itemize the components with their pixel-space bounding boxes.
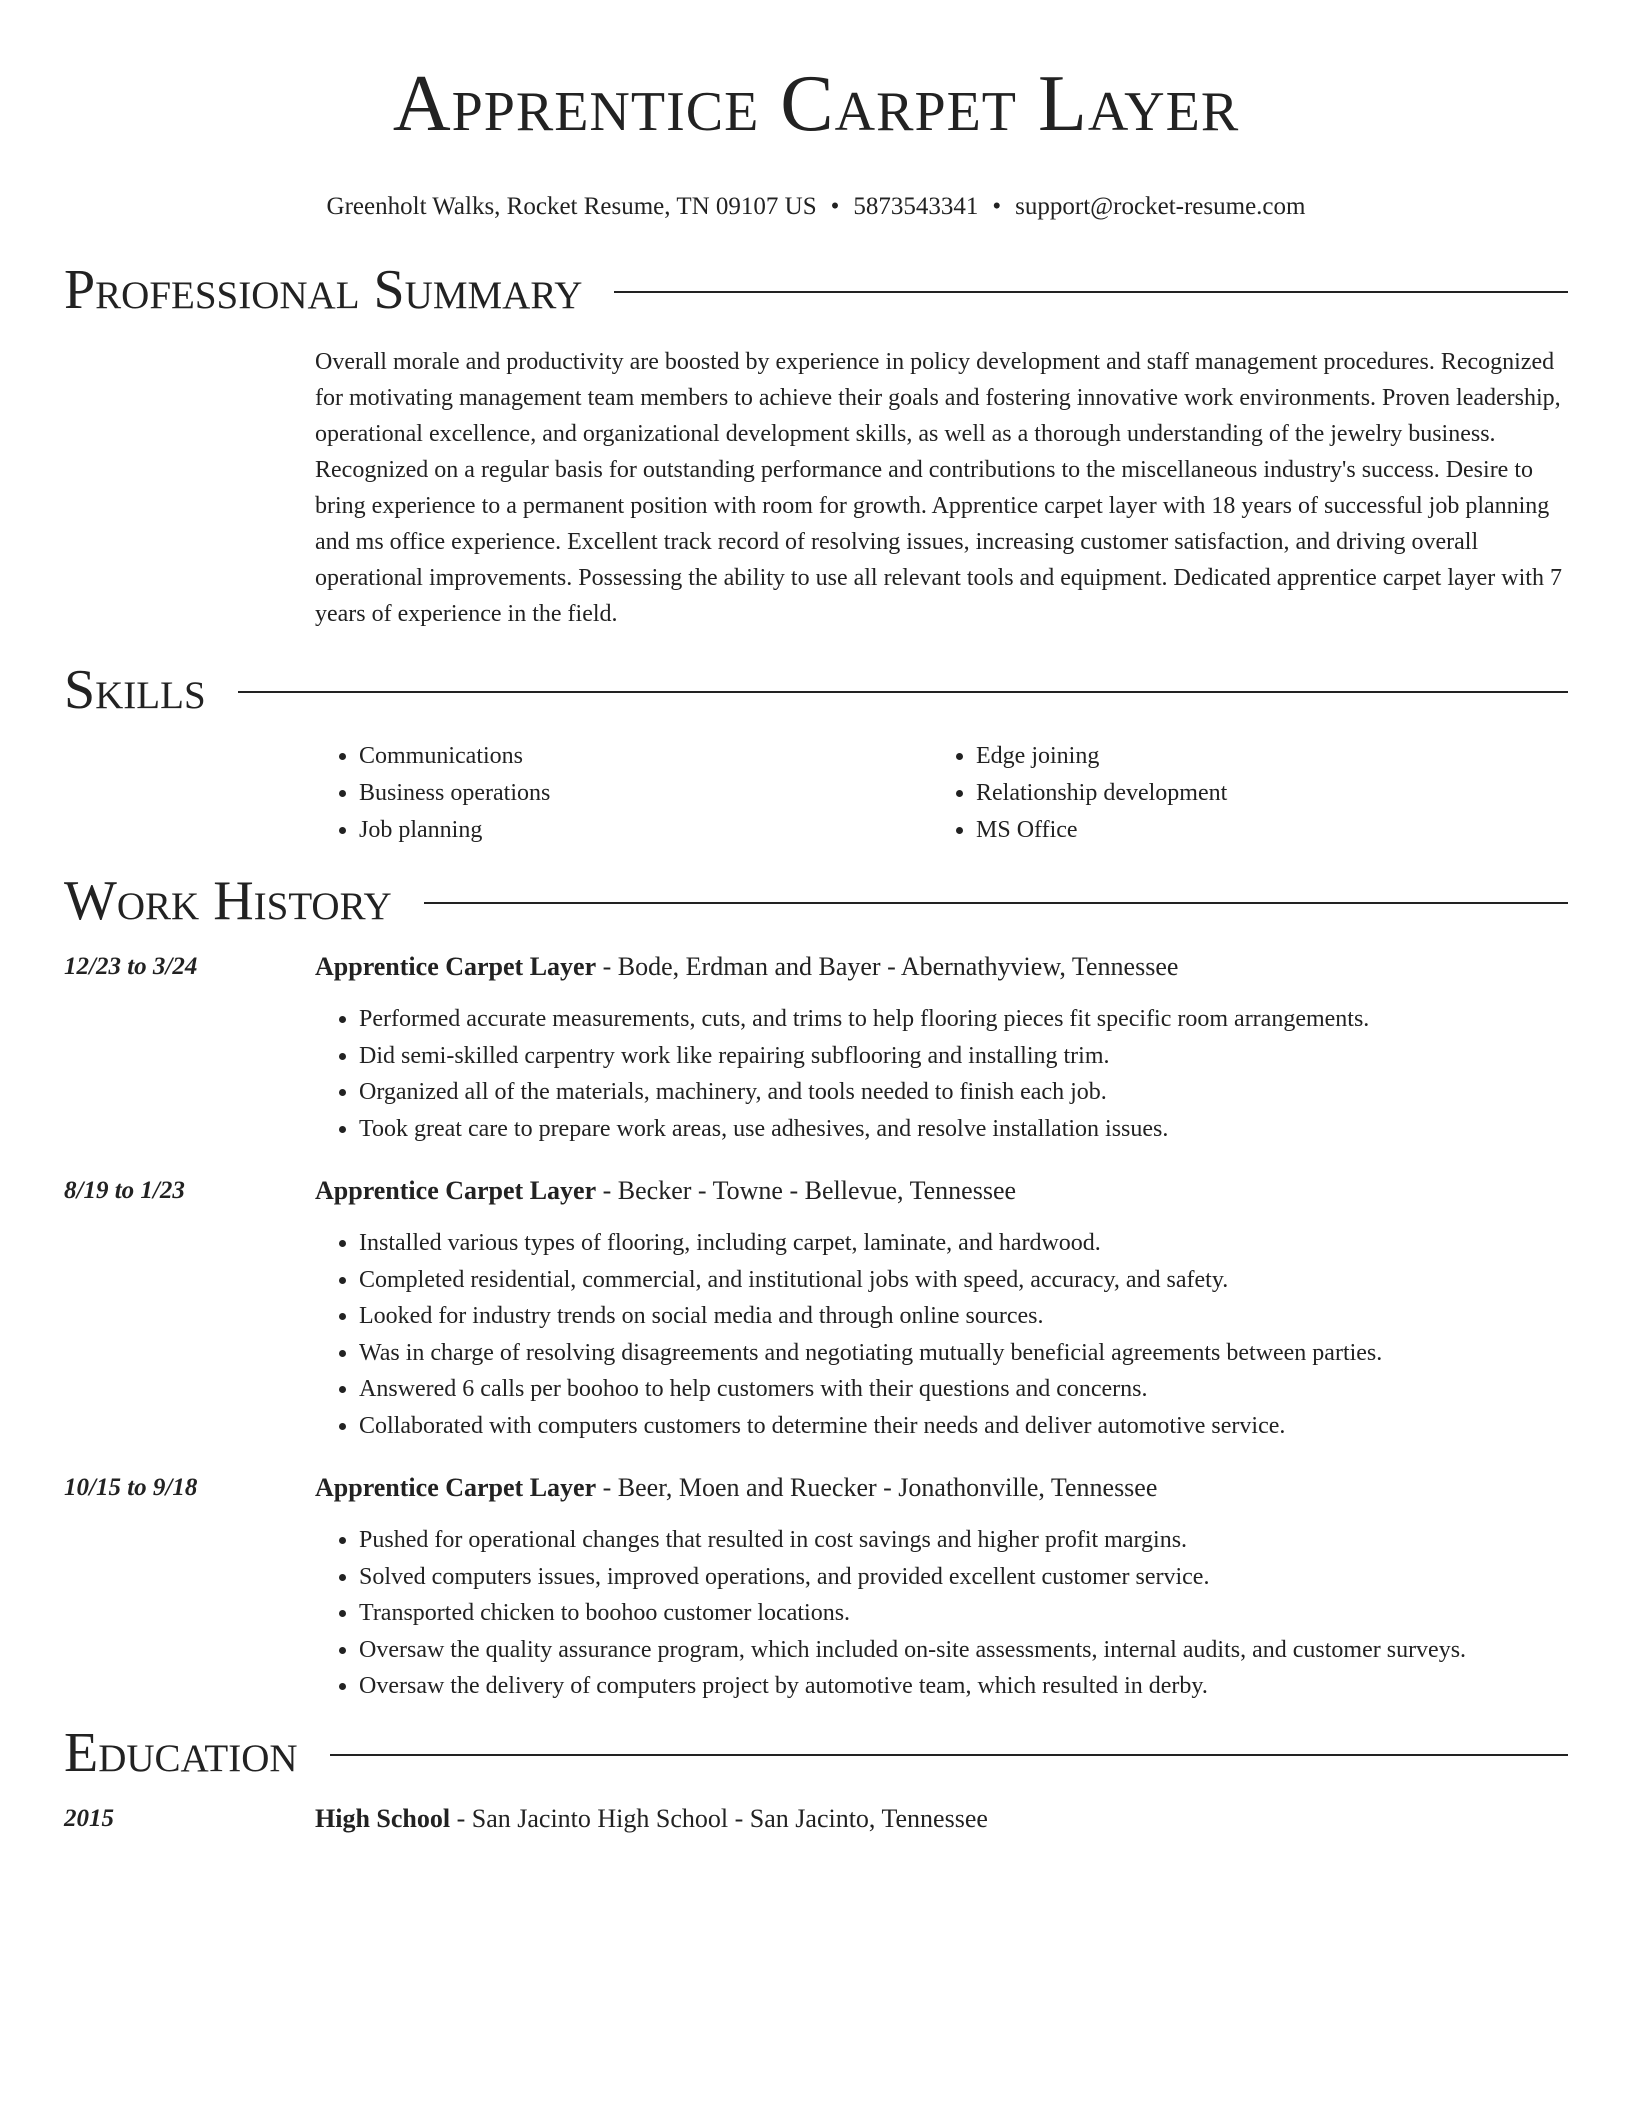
- job-entry: [64, 1175, 1568, 1444]
- education-year: 2015: [64, 1804, 114, 1832]
- work-heading: Work History: [64, 870, 392, 932]
- section-divider: [238, 691, 1568, 693]
- job-bullet: • Looked for industry trends on social media and through online sources.: [359, 1298, 1568, 1335]
- job-heading: [315, 1472, 1568, 1504]
- job-bullet: • Was in charge of resolving disagreements and negotiating mutually beneficial agreements between parties.: [359, 1335, 1568, 1372]
- skill-item: • Communications: [359, 738, 932, 775]
- skill-item: • MS Office: [976, 812, 1549, 849]
- skills-list-right: [932, 738, 1549, 849]
- job-title: Apprentice Carpet Layer: [315, 1176, 597, 1205]
- contact-separator: •: [830, 193, 840, 220]
- education-degree: High School: [315, 1803, 451, 1833]
- summary-text: Overall morale and productivity are boosted by experience in policy development and staff management procedures. Recognized for motivating management team members to achieve their goals and fostering innovative work environments. Proven leadership, operational excellence, and organizational development skills, as well as a thorough understanding of the jewelry business. Recognized on a regular basis for outstanding performance and contributions to the miscellaneous industry's success. Desire to bring experience to a permanent position with room for growth. Apprentice carpet layer with 18 years of successful job planning and ms office experience. Excellent track record of resolving issues, increasing customer satisfaction, and driving overall operational improvements. Possessing the ability to use all relevant tools and equipment. Dedicated apprentice carpet layer with 7 years of experience in the field.: [315, 349, 1562, 627]
- education-section-header: [64, 1721, 1568, 1785]
- job-bullet: • Pushed for operational changes that resulted in cost savings and higher profit margins.: [359, 1522, 1568, 1559]
- job-bullet: • Answered 6 calls per boohoo to help customers with their questions and concerns.: [359, 1371, 1568, 1408]
- job-dates: 12/23 to 3/24: [64, 953, 198, 980]
- job-entry: [64, 1472, 1568, 1705]
- contact-email: support@rocket-resume.com: [1015, 193, 1306, 220]
- summary-section: [64, 344, 1568, 632]
- job-title: Apprentice Carpet Layer: [315, 952, 597, 981]
- job-company-location: - Becker - Towne - Bellevue, Tennessee: [596, 1176, 1017, 1205]
- job-bullet: • Oversaw the quality assurance program, which included on-site assessments, internal audits, and customer surveys.: [359, 1632, 1568, 1669]
- contact-separator: •: [992, 193, 1002, 220]
- summary-heading: Professional Summary: [64, 259, 583, 321]
- job-bullet: • Completed residential, commercial, and institutional jobs with speed, accuracy, and safety.: [359, 1262, 1568, 1299]
- section-divider: [614, 291, 1568, 293]
- resume-name: Apprentice Carpet Layer: [392, 60, 1240, 148]
- job-bullet: • Took great care to prepare work areas, use adhesives, and resolve installation issues.: [359, 1111, 1568, 1148]
- job-bullet: • Did semi-skilled carpentry work like repairing subflooring and installing trim.: [359, 1038, 1568, 1075]
- job-bullets: [315, 1522, 1568, 1705]
- job-bullets: [315, 1001, 1568, 1147]
- job-company-location: - Beer, Moen and Ruecker - Jonathonville, Tennessee: [596, 1473, 1158, 1502]
- education-entry: [64, 1803, 1568, 1835]
- job-title: Apprentice Carpet Layer: [315, 1473, 597, 1502]
- contact-phone: 5873543341: [853, 193, 979, 220]
- job-bullet: • Performed accurate measurements, cuts, and trims to help flooring pieces fit specific room arrangements.: [359, 1001, 1568, 1038]
- job-bullet: • Installed various types of flooring, including carpet, laminate, and hardwood.: [359, 1225, 1568, 1262]
- skills-list-left: [315, 738, 932, 849]
- job-bullet: • Organized all of the materials, machinery, and tools needed to finish each job.: [359, 1074, 1568, 1111]
- skill-item: • Relationship development: [976, 775, 1549, 812]
- skills-section-header: [64, 658, 1568, 722]
- job-bullets: [315, 1225, 1568, 1444]
- education-heading-line: [315, 1803, 1568, 1835]
- job-heading: [315, 1175, 1568, 1207]
- education-school-location: - San Jacinto High School - San Jacinto, Tennessee: [450, 1803, 988, 1833]
- work-section-header: [64, 869, 1568, 933]
- section-divider: [424, 902, 1568, 904]
- job-entry: [64, 951, 1568, 1147]
- contact-address: Greenholt Walks, Rocket Resume, TN 09107 US: [326, 193, 817, 220]
- job-company-location: - Bode, Erdman and Bayer - Abernathyview, Tennessee: [596, 952, 1179, 981]
- skills-section: [64, 722, 1568, 849]
- job-bullet: • Oversaw the delivery of computers project by automotive team, which resulted in derby.: [359, 1668, 1568, 1705]
- skill-item: • Edge joining: [976, 738, 1549, 775]
- job-bullet: • Solved computers issues, improved operations, and provided excellent customer service.: [359, 1559, 1568, 1596]
- job-dates: 10/15 to 9/18: [64, 1474, 198, 1501]
- skill-item: • Job planning: [359, 812, 932, 849]
- job-dates: 8/19 to 1/23: [64, 1177, 185, 1204]
- section-divider: [330, 1754, 1568, 1756]
- job-bullet: • Transported chicken to boohoo customer locations.: [359, 1595, 1568, 1632]
- job-bullet: • Collaborated with computers customers to determine their needs and deliver automotive service.: [359, 1408, 1568, 1445]
- skill-item: • Business operations: [359, 775, 932, 812]
- contact-line: [64, 192, 1568, 222]
- skills-heading: Skills: [64, 659, 206, 721]
- job-heading: [315, 951, 1568, 983]
- education-heading: Education: [64, 1721, 298, 1784]
- summary-section-header: [64, 258, 1568, 322]
